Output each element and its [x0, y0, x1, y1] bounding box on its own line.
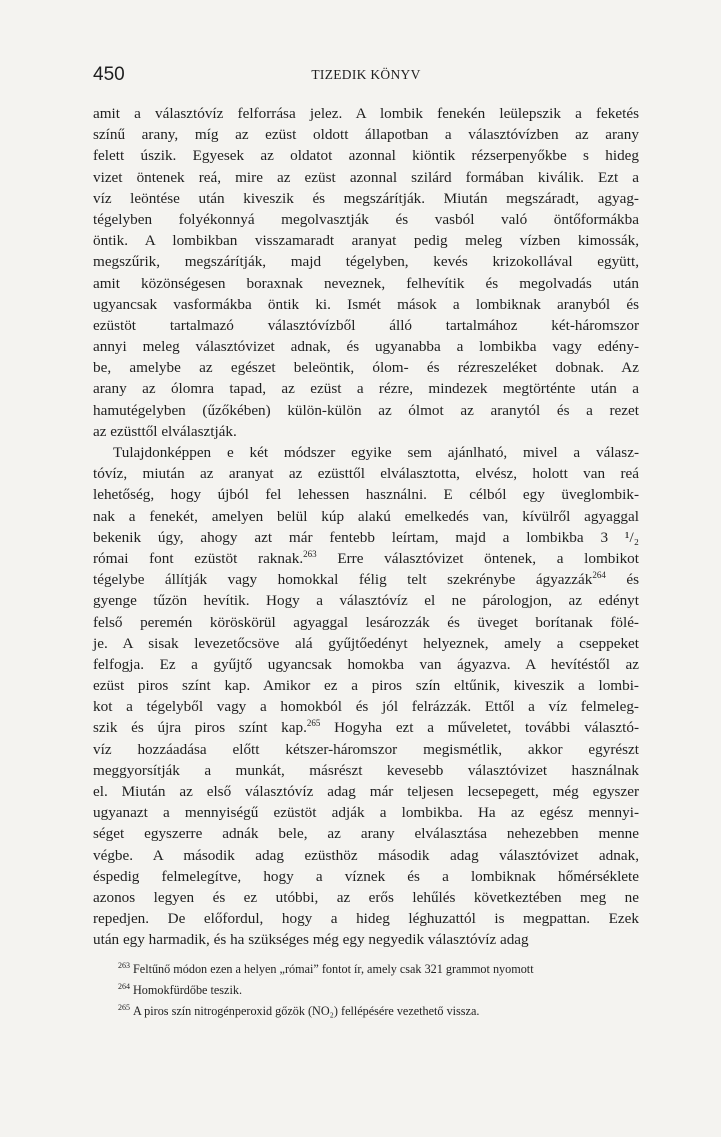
text-line: ezüst piros színt kap. Amikor ez a piros szín eltűnik, kiveszik a lombi- [93, 677, 639, 695]
text-line [93, 548, 639, 569]
text-line: meggyorsítják a munkát, másrészt kevesebb választóvizet használnak [93, 761, 639, 779]
footnote [118, 999, 638, 1020]
text-line: arany az ólomra tapad, az ezüst a rézre, mindezek megtörténte után a [93, 380, 639, 398]
text-line-part: Hogyha ezt a műveletet, további választó- [320, 719, 640, 737]
footnote-ref[interactable]: 263 [303, 548, 317, 559]
text-line: végbe. A második adag ezüsthöz második adag választóvizet adnak, [93, 846, 639, 864]
text-line: séget egyszerre adnák bele, az arany elválasztása nehezebben menne [93, 825, 639, 843]
footnote-text: Feltűnő módon ezen a helyen „római” fontot ír, amely csak 321 grammot nyomott [133, 962, 534, 976]
text-line: után egy harmadik, és ha szükséges még egy negyedik választóvíz adag [93, 931, 529, 949]
footnote-number: 263 [118, 961, 130, 970]
text-line: repedjen. De előfordul, hogy a hideg léghuzattól is megpattan. Ezek [93, 910, 639, 928]
text-line: amit közönségesen boraxnak neveznek, felhevítik és megolvadás után [93, 274, 639, 292]
footnote [118, 957, 638, 978]
text-line: el. Miután az első választóvíz adag már teljesen lecsepegett, még egyszer [93, 783, 639, 800]
text-line: bekenik úgy, ahogy azt már fentebb leírtam, majd a lombikba 3 ¹/₂ [93, 528, 639, 546]
text-line: annyi meleg választóvizet adnak, és ugyanabba a lombikba vagy edény- [93, 338, 639, 356]
text-line: ugyanazt a mennyiségű ezüstöt adják a lombikba. Ha az egész mennyi- [93, 804, 639, 822]
text-line [93, 569, 639, 590]
text-line: amit a választóvíz felforrása jelez. A lombik fenekén leülepszik a feketés [93, 105, 639, 122]
text-line: színű arany, míg az ezüst oldott állapotban a választóvízben az arany [93, 126, 639, 144]
text-line: tégelyben folyékonnyá megolvasztják és vasból való öntőformákba [93, 210, 639, 228]
text-line: vizet öntenek reá, mire az ezüst azonnal szilárd formában kiválik. Ezt a [93, 168, 639, 186]
text-line: víz hozzáadása előtt kétszer-háromszor megismétlik, akkor egyrészt [93, 740, 639, 758]
text-line: víz leöntése után kiveszik és megszárítják. Miután megszáradt, agyag- [93, 189, 639, 207]
text-line: ugyancsak vasformákba öntik ki. Ismét mások a lombiknak aranyból és [93, 295, 639, 313]
footnote-number: 264 [118, 982, 130, 991]
text-line-part: tégelybe állítják vagy homokkal félig telt szekrénybe ágyazzák [93, 571, 593, 589]
text-line: nak a fenekét, amelyen belül kúp alakú emelkedés van, kívülről agyaggal [93, 507, 639, 525]
footnote-ref[interactable]: 265 [306, 718, 321, 729]
footnote-ref[interactable]: 264 [592, 570, 606, 581]
text-line-part: római font ezüstöt raknak. [93, 549, 304, 567]
footnote-number: 265 [118, 1003, 130, 1012]
footnote-text: A piros szín nitrogénperoxid gőzök (NO₂) fellépésére vezethető vissza. [133, 1004, 480, 1018]
text-line: ezüstöt tartalmazó választóvízből álló tartalmához két-háromszor [93, 316, 639, 334]
text-line: felfogja. Ez a gyűjtő ugyancsak homokba van ágyazva. A hevítéstől az [93, 655, 639, 673]
running-head: TIZEDIK KÖNYV [311, 67, 421, 82]
text-line: felső peremén köröskörül agyaggal lesározzák és üveget borítanak fölé- [93, 613, 639, 631]
text-line: éspedig felmelegítve, hogy a víznek és a lombiknak hőmérséklete [93, 867, 639, 885]
text-line-part: és [605, 571, 640, 589]
text-line-part: szik és újra piros színt kap. [93, 719, 307, 737]
text-line [93, 717, 639, 738]
text-line: je. A sisak levezetőcsöve alá gyűjtőedényt helyeznek, amely a cseppeket [93, 634, 639, 652]
footnote-text: Homokfürdőbe teszik. [133, 983, 242, 997]
text-line: gyenge tűzön hevítik. Hogy a választóvíz el ne párologjon, az edényt [93, 592, 639, 610]
text-line: hamutégelyben (űzőkében) külön-külön az ólmot az aranytól és a rezet [93, 401, 639, 419]
text-line: megszűrik, megszárítják, majd tégelyben, kevés krizokollával együtt, [93, 253, 639, 271]
text-line: kot a tégelyből vagy a homokból és jól felrázzák. Ettől a víz felmeleg- [93, 698, 639, 716]
footnote [118, 978, 638, 999]
page-number: 450 [93, 64, 125, 85]
text-line: be, amelybe az egészet beleöntik, ólom- és rézreszeléket dobnak. Az [93, 359, 639, 377]
text-line: öntik. A lombikban visszamaradt aranyat pedig meleg vízben kimossák, [93, 232, 639, 250]
text-line: tóvíz, miután az aranyat az ezüsttől elválasztotta, elvész, holott van reá [93, 465, 639, 483]
text-line: azonos legyen és ez utóbbi, az erős lehűlés következtében meg ne [93, 888, 639, 906]
text-line: az ezüsttől elválasztják. [93, 422, 237, 440]
page-header [93, 64, 639, 88]
text-line: Tulajdonképpen e két módszer egyike sem ajánlható, mivel a válasz- [113, 444, 639, 461]
text-line: lehetőség, hogy újból fel lehessen használni. E célból egy üveglombik- [93, 486, 639, 504]
text-line: felett úszik. Egyesek az oldatot azonnal kiöntik rézserpenyőkbe s hideg [93, 147, 639, 165]
body-text [93, 103, 639, 951]
text-line-part: Erre választóvizet öntenek, a lombikot [316, 549, 639, 567]
footnotes [118, 957, 638, 1020]
